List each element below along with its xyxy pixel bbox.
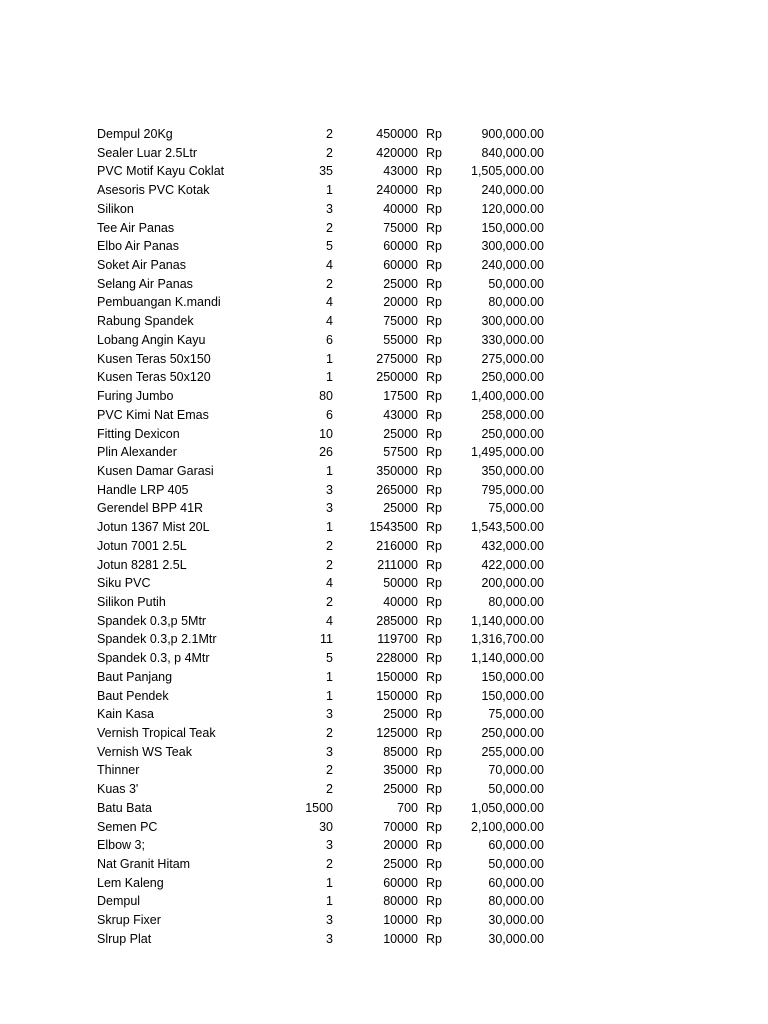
currency-cell: Rp xyxy=(426,931,442,946)
currency-cell: Rp xyxy=(426,613,442,628)
total-cell: 300,000.00 xyxy=(481,314,544,329)
unit-price-cell: 43000 xyxy=(383,407,418,422)
unit-price-cell: 75000 xyxy=(383,314,418,329)
unit-price-cell: 80000 xyxy=(383,894,418,909)
unit-price-cell: 25000 xyxy=(383,276,418,291)
total-cell: 258,000.00 xyxy=(481,407,544,422)
currency-cell: Rp xyxy=(426,164,442,179)
table-row xyxy=(0,368,768,387)
unit-price-cell: 420000 xyxy=(376,145,418,160)
item-name-cell: Elbow 3; xyxy=(97,838,145,853)
quantity-cell: 4 xyxy=(326,258,333,273)
unit-price-cell: 350000 xyxy=(376,463,418,478)
currency-cell: Rp xyxy=(426,463,442,478)
currency-cell: Rp xyxy=(426,557,442,572)
item-name-cell: Jotun 8281 2.5L xyxy=(97,557,187,572)
currency-cell: Rp xyxy=(426,763,442,778)
table-row xyxy=(0,125,768,144)
table-row xyxy=(0,687,768,706)
quantity-cell: 6 xyxy=(326,332,333,347)
unit-price-cell: 275000 xyxy=(376,351,418,366)
item-name-cell: Fitting Dexicon xyxy=(97,426,180,441)
currency-cell: Rp xyxy=(426,632,442,647)
item-name-cell: Plin Alexander xyxy=(97,445,177,460)
total-cell: 350,000.00 xyxy=(481,463,544,478)
quantity-cell: 2 xyxy=(326,782,333,797)
item-name-cell: Kuas 3' xyxy=(97,782,139,797)
item-name-cell: Jotun 1367 Mist 20L xyxy=(97,520,210,535)
item-name-cell: Thinner xyxy=(97,763,140,778)
table-row xyxy=(0,481,768,500)
quantity-cell: 2 xyxy=(326,538,333,553)
unit-price-cell: 60000 xyxy=(383,258,418,273)
total-cell: 1,140,000.00 xyxy=(471,651,544,666)
unit-price-cell: 240000 xyxy=(376,183,418,198)
table-row xyxy=(0,518,768,537)
item-name-cell: Dempul xyxy=(97,894,141,909)
item-name-cell: Selang Air Panas xyxy=(97,276,193,291)
quantity-cell: 1 xyxy=(326,875,333,890)
item-name-cell: Asesoris PVC Kotak xyxy=(97,183,210,198)
currency-cell: Rp xyxy=(426,426,442,441)
currency-cell: Rp xyxy=(426,782,442,797)
currency-cell: Rp xyxy=(426,894,442,909)
currency-cell: Rp xyxy=(426,669,442,684)
currency-cell: Rp xyxy=(426,145,442,160)
currency-cell: Rp xyxy=(426,875,442,890)
unit-price-cell: 57500 xyxy=(383,445,418,460)
item-name-cell: Batu Bata xyxy=(97,800,152,815)
quantity-cell: 2 xyxy=(326,726,333,740)
quantity-cell: 4 xyxy=(326,576,333,591)
table-row xyxy=(0,668,768,687)
quantity-cell: 1 xyxy=(326,370,333,385)
item-name-cell: Kusen Teras 50x150 xyxy=(97,351,211,366)
unit-price-cell: 10000 xyxy=(383,913,418,928)
currency-cell: Rp xyxy=(426,857,442,872)
item-name-cell: Semen PC xyxy=(97,819,158,834)
quantity-cell: 3 xyxy=(326,838,333,853)
item-name-cell: Soket Air Panas xyxy=(97,258,186,273)
item-name-cell: Spandek 0.3, p 4Mtr xyxy=(97,651,210,666)
material-list-table xyxy=(0,125,768,949)
quantity-cell: 3 xyxy=(326,482,333,497)
item-name-cell: Silikon xyxy=(97,201,134,216)
currency-cell: Rp xyxy=(426,594,442,609)
unit-price-cell: 1543500 xyxy=(369,520,418,535)
unit-price-cell: 265000 xyxy=(376,482,418,497)
table-row xyxy=(0,162,768,181)
currency-cell: Rp xyxy=(426,651,442,666)
total-cell: 432,000.00 xyxy=(481,538,544,553)
quantity-cell: 35 xyxy=(319,164,333,179)
table-row xyxy=(0,293,768,312)
table-row xyxy=(0,312,768,331)
currency-cell: Rp xyxy=(426,276,442,291)
table-row xyxy=(0,705,768,724)
item-name-cell: Lem Kaleng xyxy=(97,875,164,890)
table-row xyxy=(0,612,768,631)
total-cell: 1,316,700.00 xyxy=(471,632,544,647)
currency-cell: Rp xyxy=(426,819,442,834)
currency-cell: Rp xyxy=(426,258,442,273)
item-name-cell: Rabung Spandek xyxy=(97,314,194,329)
unit-price-cell: 216000 xyxy=(376,538,418,553)
quantity-cell: 2 xyxy=(326,857,333,872)
quantity-cell: 1 xyxy=(326,894,333,909)
unit-price-cell: 50000 xyxy=(383,576,418,591)
unit-price-cell: 85000 xyxy=(383,744,418,759)
total-cell: 1,543,500.00 xyxy=(471,520,544,535)
total-cell: 80,000.00 xyxy=(488,894,544,909)
currency-cell: Rp xyxy=(426,314,442,329)
unit-price-cell: 60000 xyxy=(383,875,418,890)
table-row xyxy=(0,630,768,649)
quantity-cell: 2 xyxy=(326,557,333,572)
table-row xyxy=(0,200,768,219)
table-row xyxy=(0,387,768,406)
currency-cell: Rp xyxy=(426,726,442,740)
item-name-cell: Vernish Tropical Teak xyxy=(97,726,216,740)
item-name-cell: PVC Kimi Nat Emas xyxy=(97,407,209,422)
total-cell: 200,000.00 xyxy=(481,576,544,591)
unit-price-cell: 43000 xyxy=(383,164,418,179)
item-name-cell: Spandek 0.3,p 2.1Mtr xyxy=(97,632,217,647)
currency-cell: Rp xyxy=(426,838,442,853)
quantity-cell: 1 xyxy=(326,520,333,535)
quantity-cell: 3 xyxy=(326,707,333,722)
unit-price-cell: 119700 xyxy=(377,632,418,647)
total-cell: 60,000.00 xyxy=(488,838,544,853)
total-cell: 250,000.00 xyxy=(481,370,544,385)
total-cell: 70,000.00 xyxy=(488,763,544,778)
item-name-cell: Slrup Plat xyxy=(97,931,152,946)
unit-price-cell: 40000 xyxy=(383,201,418,216)
unit-price-cell: 25000 xyxy=(383,707,418,722)
item-name-cell: PVC Motif Kayu Coklat xyxy=(97,164,225,179)
table-row xyxy=(0,724,768,743)
unit-price-cell: 250000 xyxy=(376,370,418,385)
table-row xyxy=(0,743,768,762)
unit-price-cell: 60000 xyxy=(383,239,418,254)
table-row xyxy=(0,462,768,481)
quantity-cell: 3 xyxy=(326,501,333,516)
quantity-cell: 2 xyxy=(326,594,333,609)
table-row xyxy=(0,181,768,200)
total-cell: 30,000.00 xyxy=(488,931,544,946)
table-row xyxy=(0,593,768,612)
unit-price-cell: 17500 xyxy=(383,389,418,404)
item-name-cell: Baut Pendek xyxy=(97,688,169,703)
item-name-cell: Baut Panjang xyxy=(97,669,173,684)
table-row xyxy=(0,237,768,256)
quantity-cell: 4 xyxy=(326,613,333,628)
quantity-cell: 5 xyxy=(326,239,333,254)
item-name-cell: Lobang Angin Kayu xyxy=(97,332,206,347)
quantity-cell: 2 xyxy=(326,220,333,235)
item-name-cell: Pembuangan K.mandi xyxy=(97,295,221,310)
currency-cell: Rp xyxy=(426,220,442,235)
table-row xyxy=(0,874,768,893)
quantity-cell: 1 xyxy=(326,688,333,703)
item-name-cell: Siku PVC xyxy=(97,576,151,591)
total-cell: 422,000.00 xyxy=(481,557,544,572)
total-cell: 255,000.00 xyxy=(481,744,544,759)
table-row xyxy=(0,350,768,369)
table-row xyxy=(0,911,768,930)
currency-cell: Rp xyxy=(426,538,442,553)
unit-price-cell: 25000 xyxy=(383,857,418,872)
item-name-cell: Vernish WS Teak xyxy=(97,744,192,759)
total-cell: 1,140,000.00 xyxy=(471,613,544,628)
total-cell: 1,495,000.00 xyxy=(471,445,544,460)
currency-cell: Rp xyxy=(426,407,442,422)
table-row xyxy=(0,499,768,518)
quantity-cell: 4 xyxy=(326,295,333,310)
currency-cell: Rp xyxy=(426,332,442,347)
quantity-cell: 2 xyxy=(326,145,333,160)
unit-price-cell: 70000 xyxy=(383,819,418,834)
quantity-cell: 1 xyxy=(326,183,333,198)
unit-price-cell: 10000 xyxy=(383,931,418,946)
currency-cell: Rp xyxy=(426,576,442,591)
unit-price-cell: 25000 xyxy=(383,501,418,516)
table-row xyxy=(0,425,768,444)
currency-cell: Rp xyxy=(426,370,442,385)
unit-price-cell: 20000 xyxy=(383,295,418,310)
unit-price-cell: 150000 xyxy=(376,688,418,703)
unit-price-cell: 40000 xyxy=(383,594,418,609)
item-name-cell: Spandek 0.3,p 5Mtr xyxy=(97,613,207,628)
unit-price-cell: 75000 xyxy=(383,220,418,235)
currency-cell: Rp xyxy=(426,744,442,759)
total-cell: 1,505,000.00 xyxy=(471,164,544,179)
currency-cell: Rp xyxy=(426,800,442,815)
table-row xyxy=(0,144,768,163)
table-row xyxy=(0,574,768,593)
table-row xyxy=(0,818,768,837)
quantity-cell: 3 xyxy=(326,201,333,216)
item-name-cell: Jotun 7001 2.5L xyxy=(97,538,187,553)
total-cell: 275,000.00 xyxy=(481,351,544,366)
total-cell: 900,000.00 xyxy=(481,127,544,141)
unit-price-cell: 20000 xyxy=(383,838,418,853)
total-cell: 150,000.00 xyxy=(481,220,544,235)
quantity-cell: 1 xyxy=(326,669,333,684)
total-cell: 795,000.00 xyxy=(481,482,544,497)
quantity-cell: 6 xyxy=(326,407,333,422)
currency-cell: Rp xyxy=(426,201,442,216)
total-cell: 1,400,000.00 xyxy=(471,389,544,404)
item-name-cell: Elbo Air Panas xyxy=(97,239,179,254)
unit-price-cell: 25000 xyxy=(383,426,418,441)
total-cell: 1,050,000.00 xyxy=(471,800,544,815)
currency-cell: Rp xyxy=(426,239,442,254)
item-name-cell: Skrup Fixer xyxy=(97,913,161,928)
quantity-cell: 2 xyxy=(326,276,333,291)
total-cell: 75,000.00 xyxy=(488,501,544,516)
total-cell: 50,000.00 xyxy=(488,857,544,872)
currency-cell: Rp xyxy=(426,389,442,404)
currency-cell: Rp xyxy=(426,351,442,366)
total-cell: 840,000.00 xyxy=(481,145,544,160)
quantity-cell: 3 xyxy=(326,931,333,946)
table-row xyxy=(0,649,768,668)
currency-cell: Rp xyxy=(426,501,442,516)
table-row xyxy=(0,331,768,350)
table-row xyxy=(0,406,768,425)
unit-price-cell: 150000 xyxy=(376,669,418,684)
total-cell: 30,000.00 xyxy=(488,913,544,928)
quantity-cell: 3 xyxy=(326,744,333,759)
table-row xyxy=(0,855,768,874)
table-row xyxy=(0,537,768,556)
table-row xyxy=(0,256,768,275)
item-name-cell: Sealer Luar 2.5Ltr xyxy=(97,145,198,160)
item-name-cell: Gerendel BPP 41R xyxy=(97,501,204,516)
table-row xyxy=(0,780,768,799)
item-name-cell: Tee Air Panas xyxy=(97,220,175,235)
item-name-cell: Kain Kasa xyxy=(97,707,154,722)
unit-price-cell: 211000 xyxy=(377,557,418,572)
currency-cell: Rp xyxy=(426,913,442,928)
table-row xyxy=(0,219,768,238)
table-row xyxy=(0,892,768,911)
total-cell: 80,000.00 xyxy=(488,594,544,609)
unit-price-cell: 450000 xyxy=(376,127,418,141)
currency-cell: Rp xyxy=(426,688,442,703)
total-cell: 60,000.00 xyxy=(488,875,544,890)
total-cell: 300,000.00 xyxy=(481,239,544,254)
currency-cell: Rp xyxy=(426,295,442,310)
total-cell: 50,000.00 xyxy=(488,782,544,797)
total-cell: 150,000.00 xyxy=(481,669,544,684)
currency-cell: Rp xyxy=(426,127,442,141)
total-cell: 80,000.00 xyxy=(488,295,544,310)
quantity-cell: 30 xyxy=(319,819,333,834)
item-name-cell: Silikon Putih xyxy=(97,594,166,609)
table-row xyxy=(0,836,768,855)
unit-price-cell: 228000 xyxy=(376,651,418,666)
total-cell: 250,000.00 xyxy=(481,726,544,740)
total-cell: 120,000.00 xyxy=(481,201,544,216)
table-row xyxy=(0,556,768,575)
quantity-cell: 5 xyxy=(326,651,333,666)
total-cell: 75,000.00 xyxy=(488,707,544,722)
total-cell: 240,000.00 xyxy=(481,183,544,198)
total-cell: 330,000.00 xyxy=(481,332,544,347)
table-row xyxy=(0,761,768,780)
unit-price-cell: 35000 xyxy=(383,763,418,778)
currency-cell: Rp xyxy=(426,520,442,535)
quantity-cell: 4 xyxy=(326,314,333,329)
quantity-cell: 26 xyxy=(319,445,333,460)
item-name-cell: Kusen Teras 50x120 xyxy=(97,370,211,385)
quantity-cell: 2 xyxy=(326,763,333,778)
quantity-cell: 10 xyxy=(319,426,333,441)
total-cell: 2,100,000.00 xyxy=(471,819,544,834)
item-name-cell: Kusen Damar Garasi xyxy=(97,463,214,478)
unit-price-cell: 125000 xyxy=(376,726,418,740)
table-row xyxy=(0,443,768,462)
item-name-cell: Dempul 20Kg xyxy=(97,127,173,141)
table-row xyxy=(0,930,768,949)
unit-price-cell: 55000 xyxy=(383,332,418,347)
quantity-cell: 1500 xyxy=(305,800,333,815)
item-name-cell: Handle LRP 405 xyxy=(97,482,189,497)
currency-cell: Rp xyxy=(426,482,442,497)
item-name-cell: Nat Granit Hitam xyxy=(97,857,191,872)
quantity-cell: 80 xyxy=(319,389,333,404)
total-cell: 240,000.00 xyxy=(481,258,544,273)
table-row xyxy=(0,799,768,818)
currency-cell: Rp xyxy=(426,183,442,198)
quantity-cell: 1 xyxy=(326,351,333,366)
total-cell: 50,000.00 xyxy=(488,276,544,291)
currency-cell: Rp xyxy=(426,707,442,722)
quantity-cell: 11 xyxy=(320,632,333,647)
quantity-cell: 2 xyxy=(326,127,333,141)
unit-price-cell: 285000 xyxy=(376,613,418,628)
quantity-cell: 1 xyxy=(326,463,333,478)
item-name-cell: Furing Jumbo xyxy=(97,389,174,404)
quantity-cell: 3 xyxy=(326,913,333,928)
unit-price-cell: 700 xyxy=(397,800,418,815)
total-cell: 150,000.00 xyxy=(481,688,544,703)
currency-cell: Rp xyxy=(426,445,442,460)
total-cell: 250,000.00 xyxy=(481,426,544,441)
table-row xyxy=(0,275,768,294)
unit-price-cell: 25000 xyxy=(383,782,418,797)
